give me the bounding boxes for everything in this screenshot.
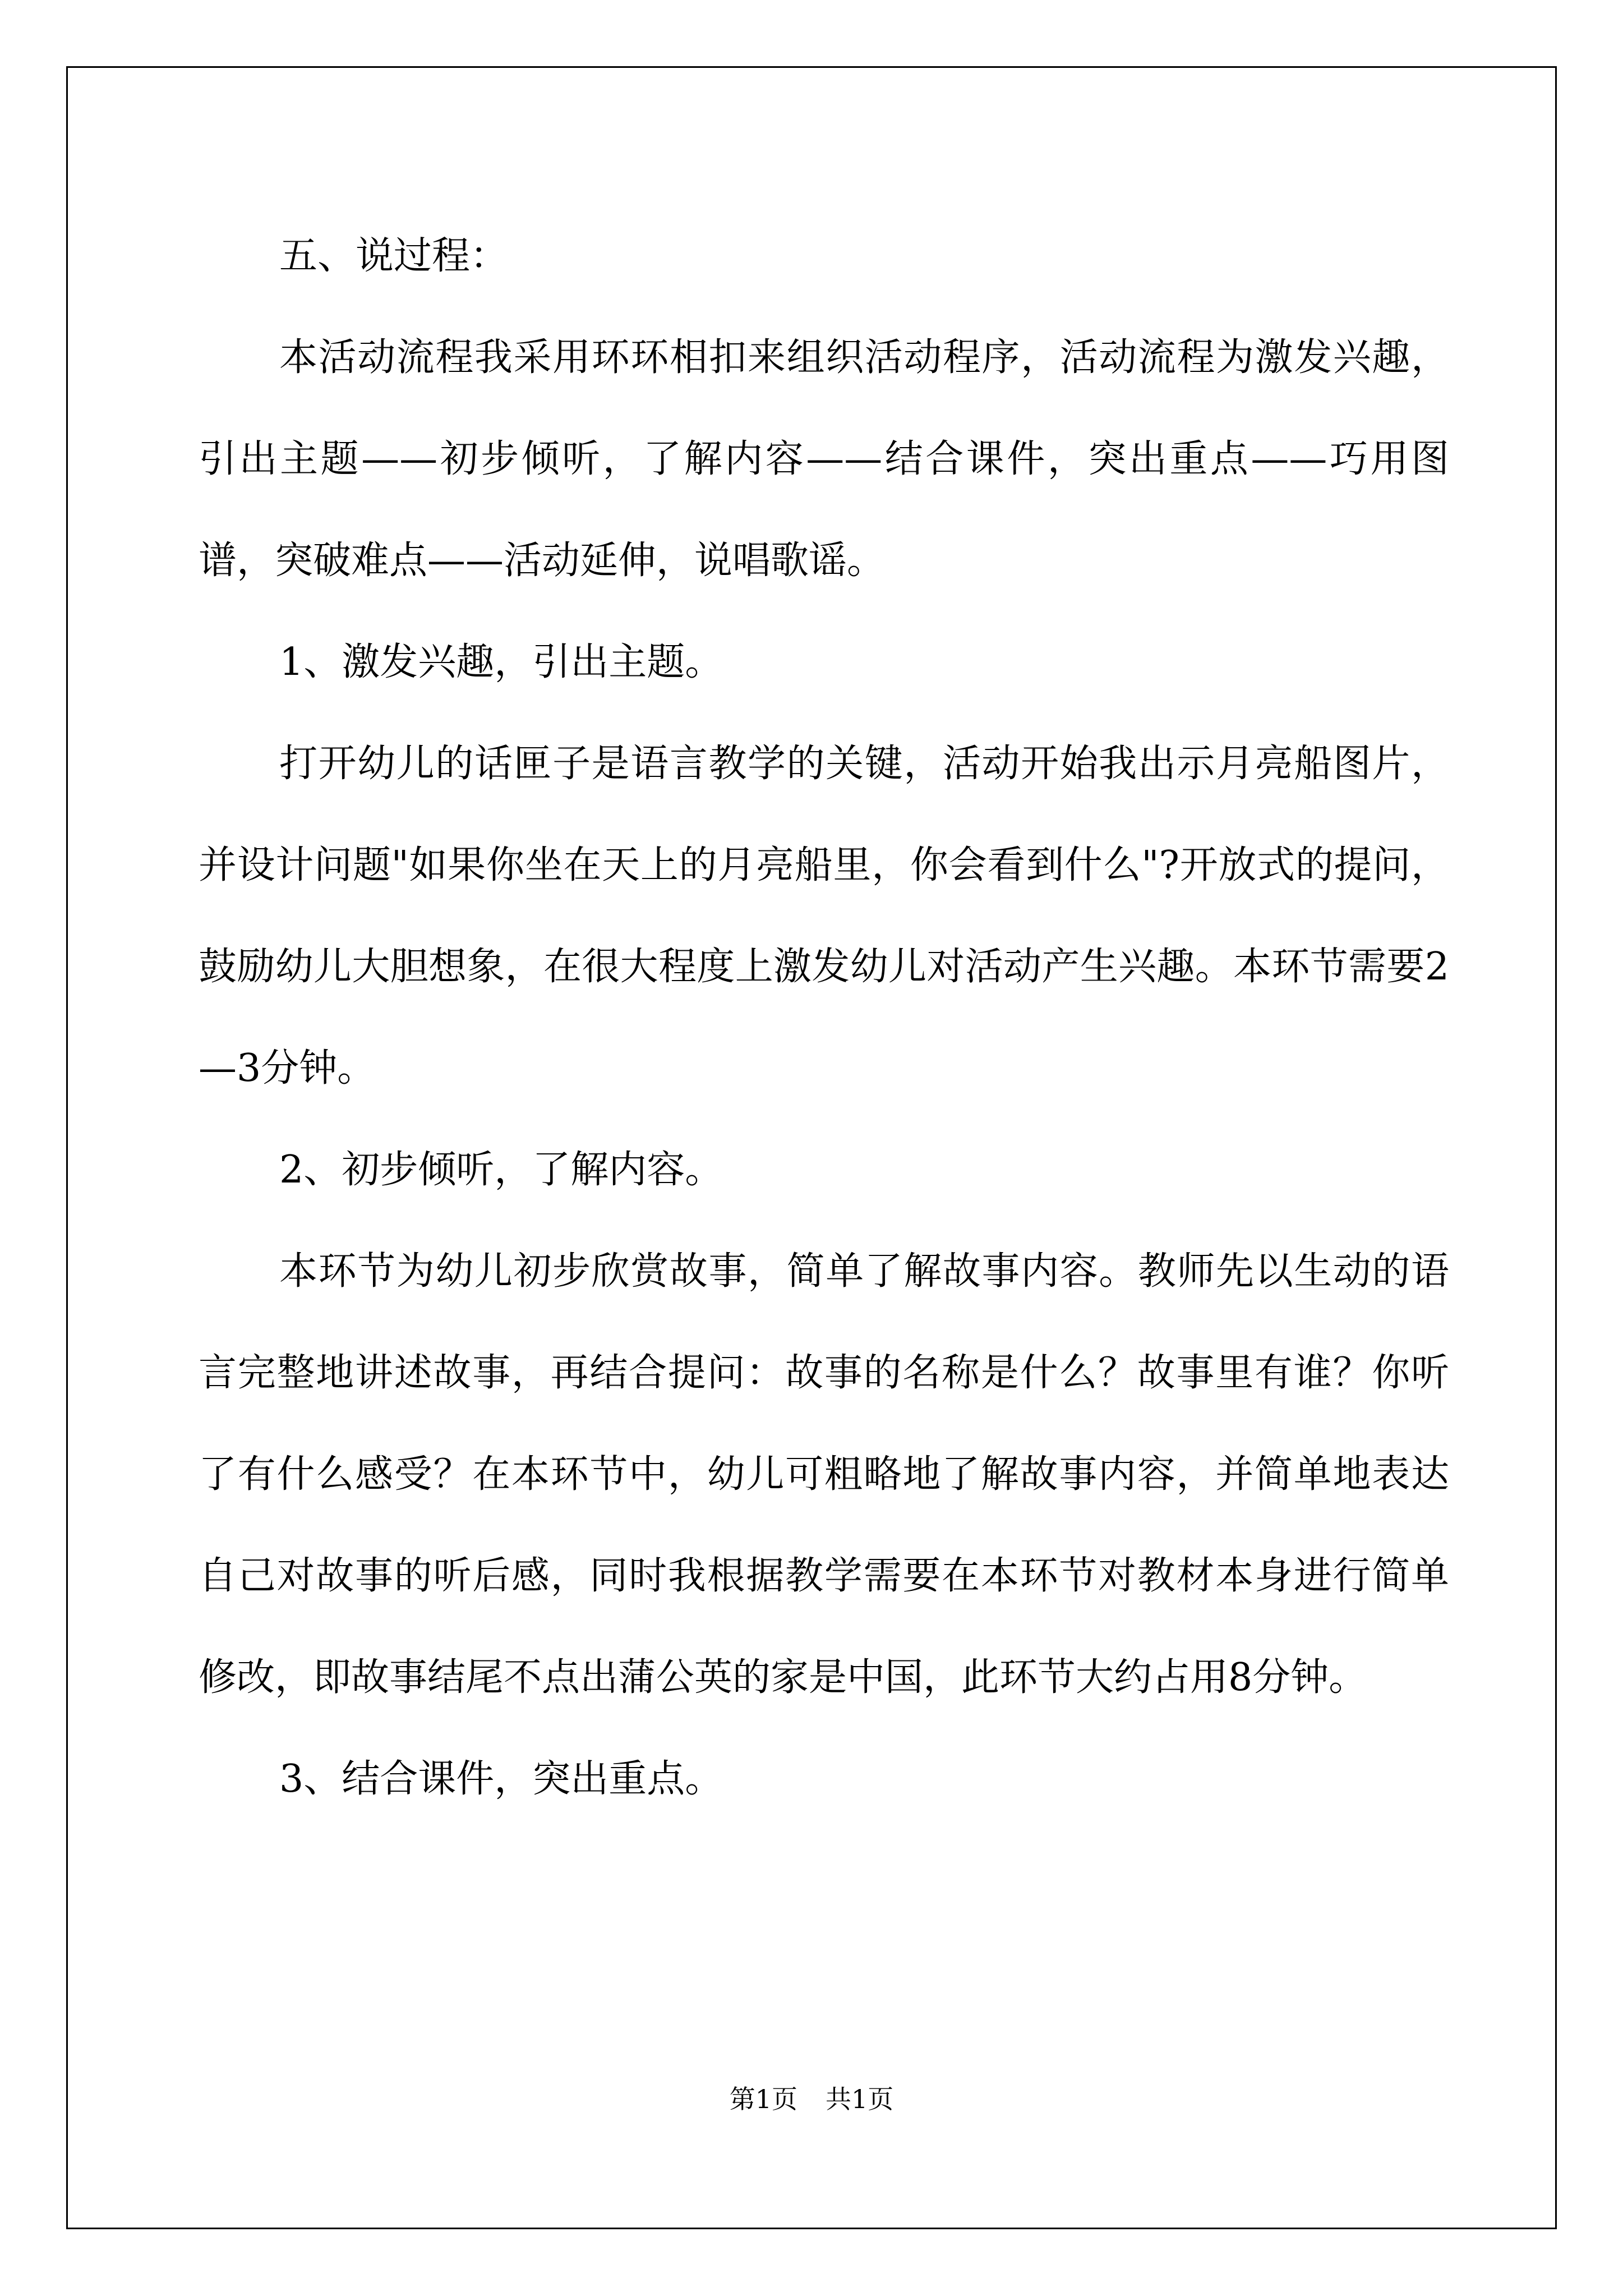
body-paragraph: 打开幼儿的话匣子是语言教学的关键，活动开始我出示月亮船图片，并设计问题"如果你坐在天上的月亮船里，你会看到什么"?开放式的提问，鼓励幼儿大胆想象，在很大程度上激发幼儿对活动产生兴趣。本环节需要2—3分钟。 — [199, 742, 1449, 1091]
page-total: 共1页 — [826, 2084, 894, 2114]
body-paragraph: 本活动流程我采用环环相扣来组织活动程序，活动流程为激发兴趣，引出主题——初步倾听，了解内容——结合课件，突出重点——巧用图谱，突破难点——活动延伸，说唱歌谣。 — [199, 335, 1449, 583]
step-heading: 2、初步倾听，了解内容。 — [279, 1148, 723, 1192]
step-heading: 1、激发兴趣，引出主题。 — [279, 640, 723, 684]
document-body — [199, 205, 1449, 1830]
page-footer — [0, 2082, 1623, 2116]
page-number: 第1页 — [729, 2084, 797, 2114]
body-paragraph: 本环节为幼儿初步欣赏故事，简单了解故事内容。教师先以生动的语言完整地讲述故事，再结合提问：故事的名称是什么？故事里有谁？你听了有什么感受？在本环节中，幼儿可粗略地了解故事内容，并简单地表达自己对故事的听后感，同时我根据教学需要在本环节对教材本身进行简单修改，即故事结尾不点出蒲公英的家是中国，此环节大约占用8分钟。 — [199, 1249, 1449, 1700]
step-heading: 3、结合课件，突出重点。 — [279, 1757, 723, 1801]
section-heading: 五、说过程： — [279, 234, 509, 278]
